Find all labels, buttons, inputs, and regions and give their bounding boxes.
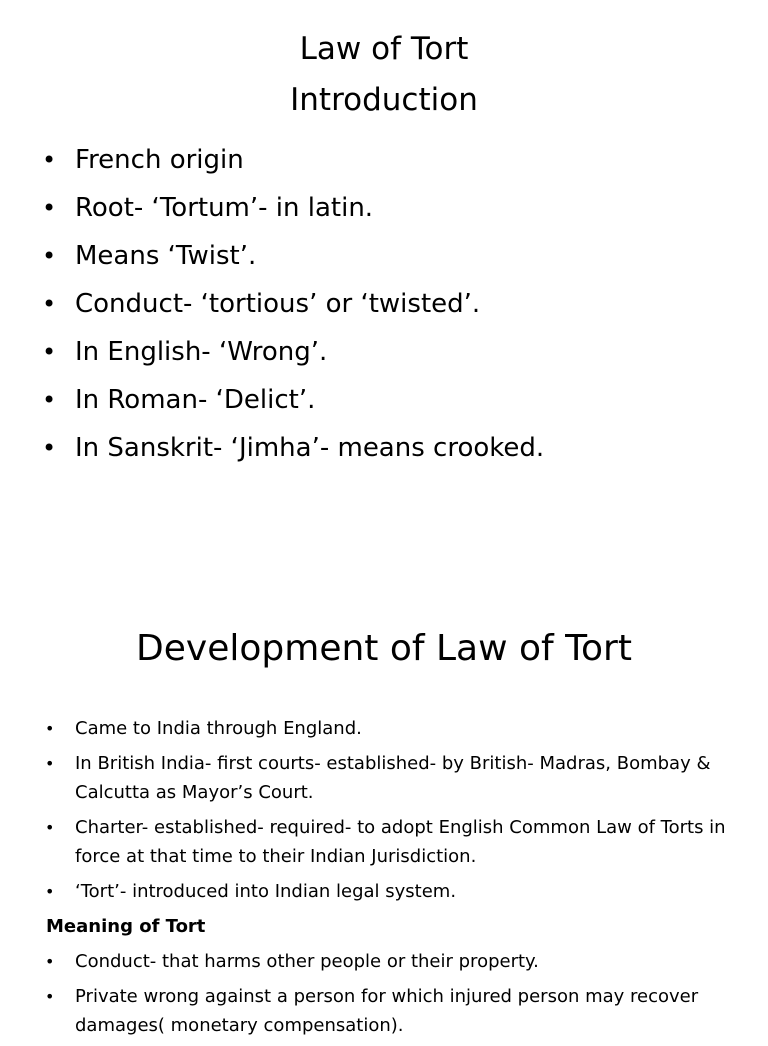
list-item-text: Came to India through England. [75, 718, 362, 739]
slide1-title-line1: Law of Tort [299, 31, 469, 67]
list-item [0, 184, 768, 232]
bullet-icon: • [45, 754, 55, 773]
list-item [0, 947, 768, 976]
list-item-text: Private wrong against a person for which injured person may recover damages( monetary compensation). [75, 986, 699, 1036]
list-item [0, 813, 768, 871]
list-item [0, 714, 768, 743]
list-item-text: In British India- first courts- established- by British- Madras, Bombay & Calcutta as Mayor’s Court. [75, 753, 711, 803]
list-item [0, 136, 768, 184]
list-item-text: French origin [75, 145, 244, 175]
slide1-title-line2: Introduction [290, 82, 478, 118]
meaning-heading: Meaning of Tort [46, 916, 206, 937]
list-item-text: Conduct- ‘tortious’ or ‘twisted’. [75, 289, 481, 319]
meaning-bullet-list [0, 947, 768, 1040]
list-item [0, 424, 768, 472]
list-item-text: In English- ‘Wrong’. [75, 337, 328, 367]
list-item [0, 280, 768, 328]
list-item-text: In Sanskrit- ‘Jimha’- means crooked. [75, 433, 545, 463]
list-item [0, 232, 768, 280]
meaning-bullet-group [0, 947, 768, 1046]
list-item [0, 877, 768, 906]
bullet-icon: • [42, 434, 57, 462]
bullet-icon: • [42, 242, 57, 270]
list-item [0, 982, 768, 1040]
list-item [0, 749, 768, 807]
bullet-icon: • [42, 338, 57, 366]
slide1-title [0, 24, 768, 126]
bullet-icon: • [45, 818, 55, 837]
bullet-icon: • [45, 882, 55, 901]
slide2-bullet-list [0, 714, 768, 906]
list-item [0, 376, 768, 424]
bullet-icon: • [45, 719, 55, 738]
slide2-title: Development of Law of Tort [136, 628, 632, 669]
bullet-icon: • [42, 290, 57, 318]
bullet-icon: • [42, 194, 57, 222]
list-item [0, 328, 768, 376]
list-item-text: Charter- established- required- to adopt English Common Law of Torts in force at that time to their Indian Jurisdiction. [75, 817, 726, 867]
list-item-text: Root- ‘Tortum’- in latin. [75, 193, 374, 223]
list-item-text: ‘Tort’- introduced into Indian legal system. [75, 881, 457, 902]
bullet-icon: • [42, 146, 57, 174]
slide2-bullet-group [0, 714, 768, 912]
bullet-icon: • [45, 987, 55, 1006]
bullet-icon: • [42, 386, 57, 414]
list-item-text: Conduct- that harms other people or their property. [75, 951, 539, 972]
slide1-bullet-list [0, 136, 768, 472]
list-item-text: In Roman- ‘Delict’. [75, 385, 316, 415]
list-item-text: Means ‘Twist’. [75, 241, 257, 271]
bullet-icon: • [45, 952, 55, 971]
